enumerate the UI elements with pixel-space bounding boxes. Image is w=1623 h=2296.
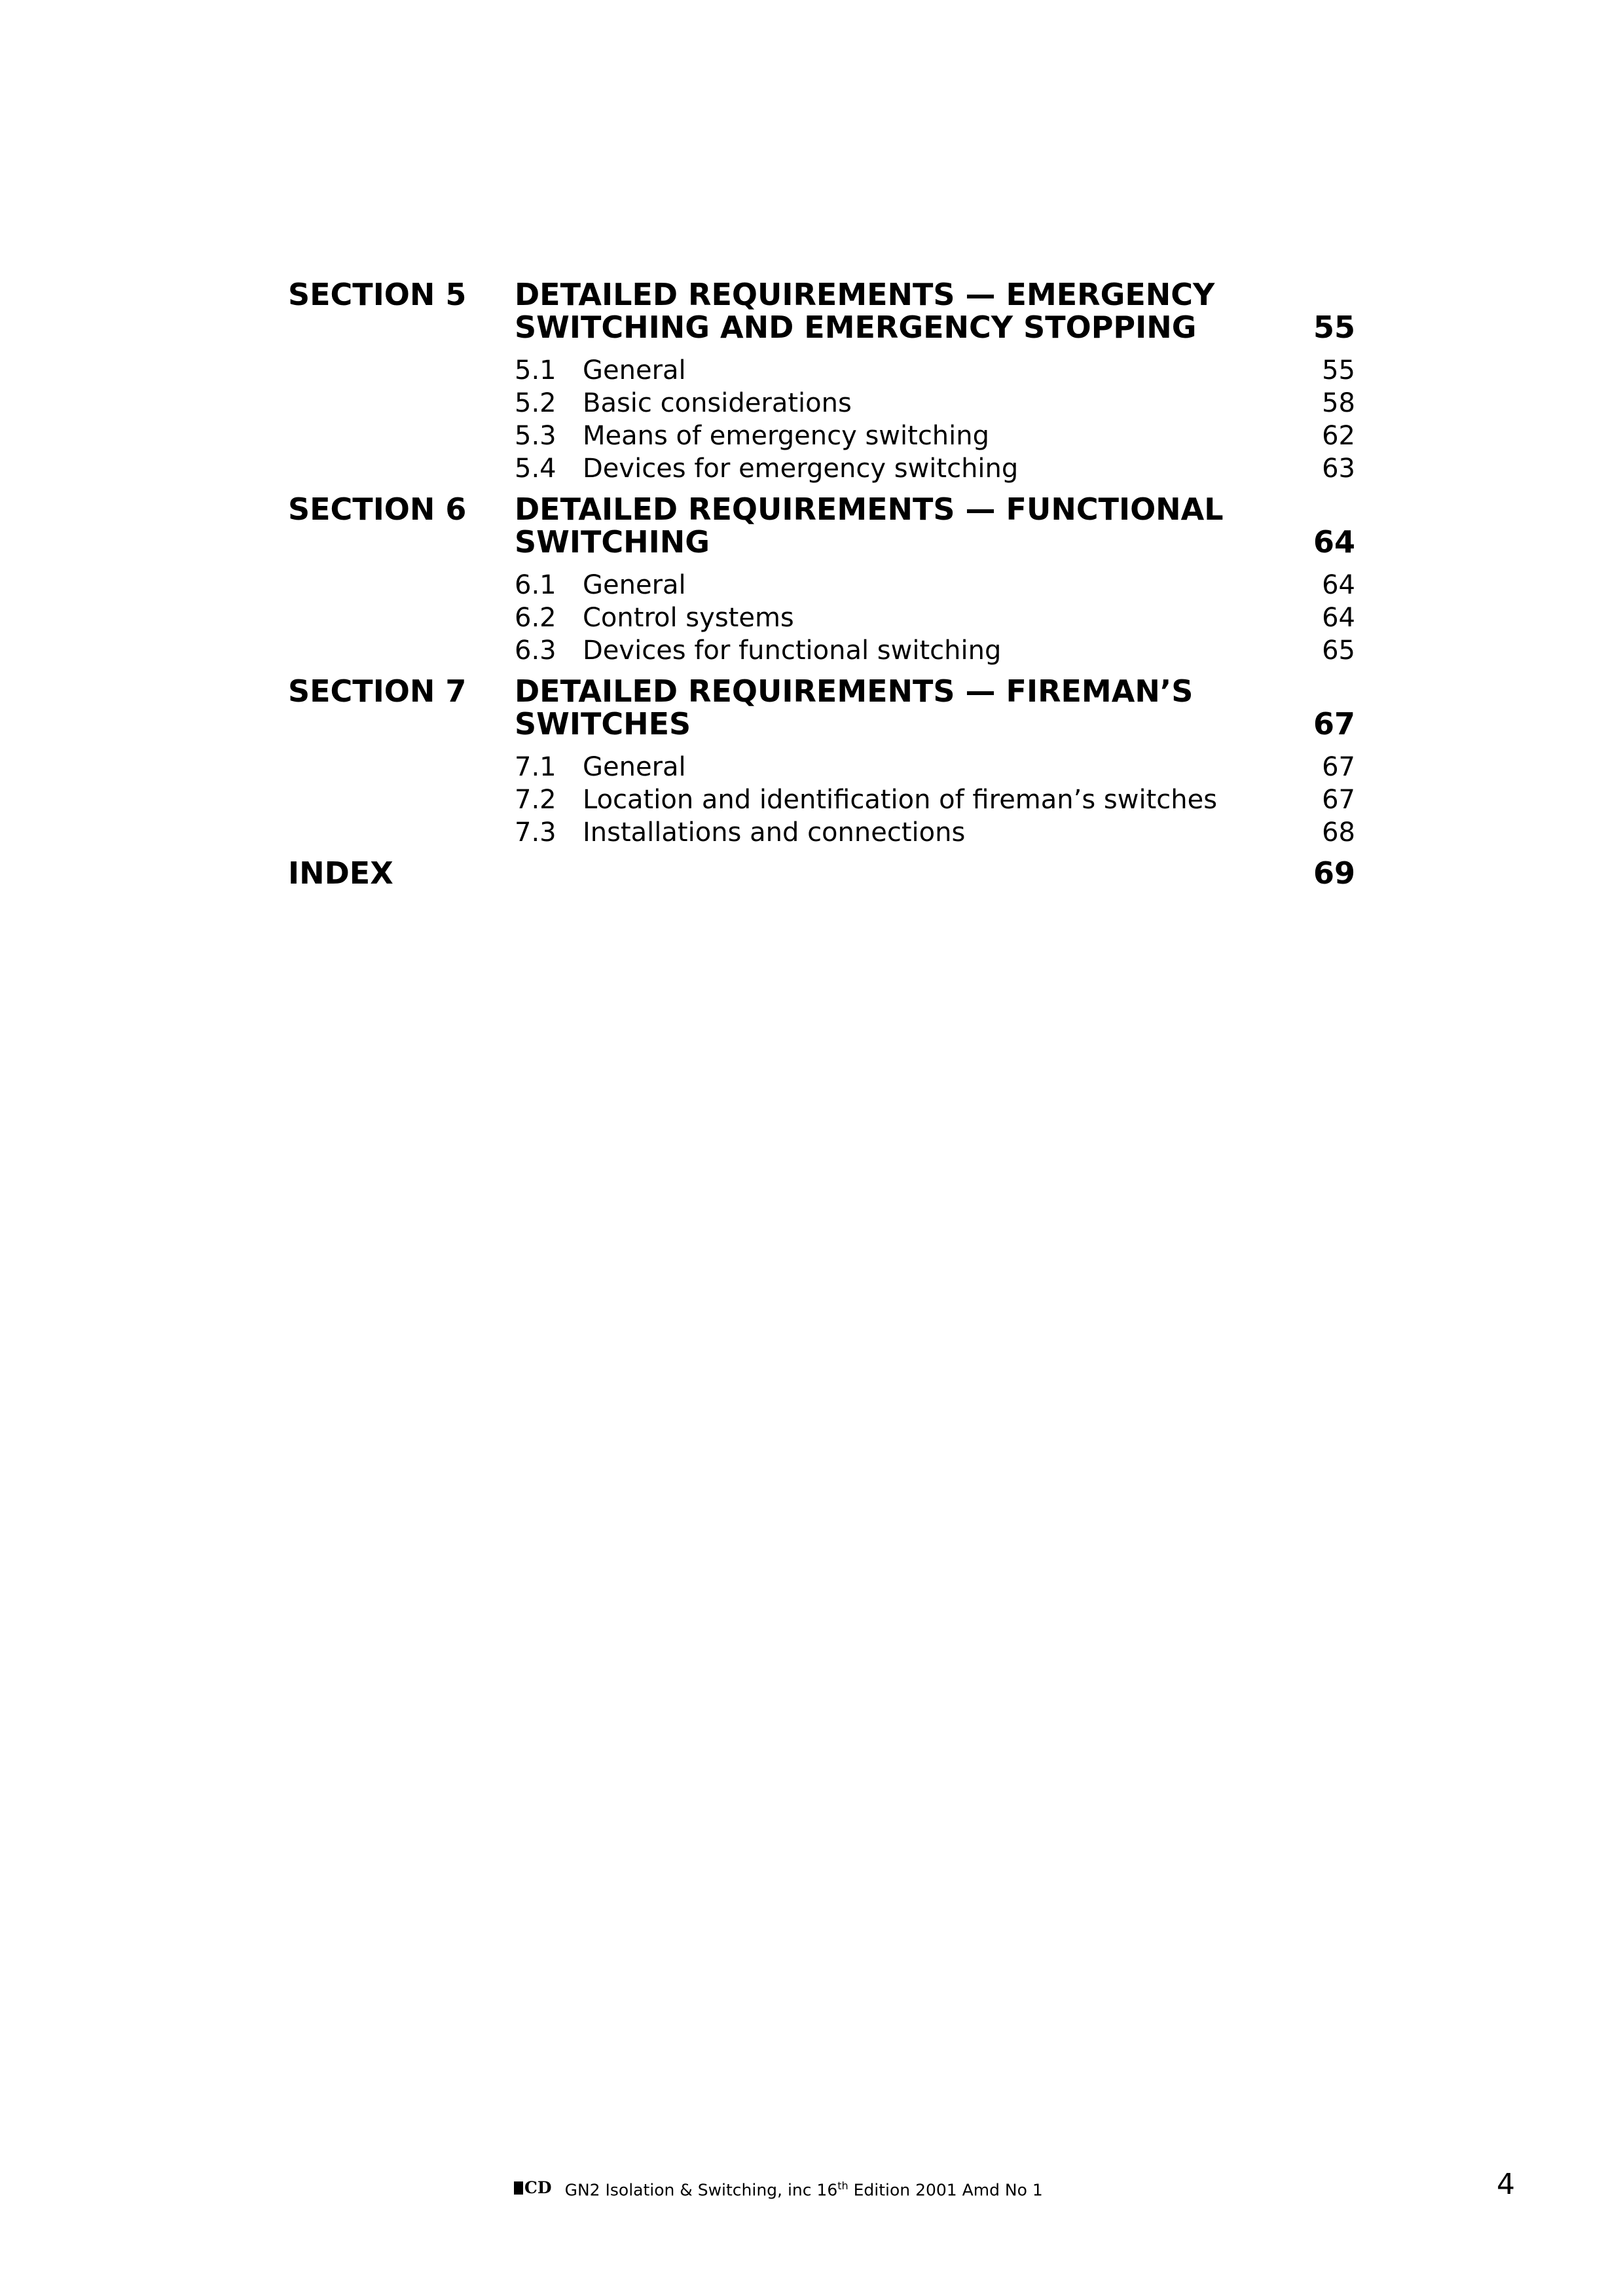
- section-6: [288, 493, 1355, 667]
- section-label: SECTION 7: [288, 673, 467, 709]
- section-heading: [288, 675, 1355, 743]
- section-5: [288, 278, 1355, 485]
- section-label: SECTION 5: [288, 277, 467, 312]
- subsection-number: 6.2: [515, 603, 556, 633]
- subsection-item: [288, 569, 1355, 601]
- logo-text: CD: [524, 2178, 552, 2198]
- section-title-line: SWITCHING: [515, 524, 710, 560]
- subsection-page: 55: [1322, 355, 1355, 386]
- index-label: INDEX: [288, 855, 393, 891]
- subsection-page: 67: [1322, 752, 1355, 782]
- subsection-title: General: [583, 752, 686, 782]
- subsection-item: [288, 601, 1355, 634]
- page-number: 4: [1497, 2168, 1515, 2201]
- subsection-title: Devices for functional switching: [583, 636, 1002, 666]
- footer-text-end: Edition 2001 Amd No 1: [848, 2180, 1043, 2200]
- section-heading: [288, 278, 1355, 346]
- subsection-item: [288, 751, 1355, 783]
- subsection-number: 6.1: [515, 570, 556, 600]
- subsection-list: [288, 354, 1355, 485]
- subsection-number: 7.2: [515, 785, 556, 815]
- subsection-item: [288, 634, 1355, 667]
- section-title-line: SWITCHES: [515, 706, 691, 742]
- subsection-page: 58: [1322, 388, 1355, 418]
- subsection-list: [288, 751, 1355, 849]
- logo-mark-icon: [514, 2181, 523, 2195]
- subsection-page: 62: [1322, 421, 1355, 451]
- section-title-line: SWITCHING AND EMERGENCY STOPPING: [515, 310, 1197, 345]
- section-title-line: DETAILED REQUIREMENTS — FIREMAN’S: [515, 673, 1194, 709]
- index-entry: [288, 857, 1355, 893]
- subsection-page: 67: [1322, 785, 1355, 815]
- footer-superscript: th: [837, 2179, 848, 2192]
- subsection-title: Devices for emergency switching: [583, 454, 1019, 484]
- section-title-line: DETAILED REQUIREMENTS — FUNCTIONAL: [515, 492, 1224, 527]
- table-of-contents: [288, 278, 1355, 893]
- section-page-number: 64: [1313, 524, 1355, 560]
- subsection-item: [288, 387, 1355, 420]
- subsection-page: 63: [1322, 454, 1355, 484]
- subsection-number: 5.1: [515, 355, 556, 386]
- section-page-number: 67: [1313, 706, 1355, 742]
- index-page-number: 69: [1313, 855, 1355, 891]
- subsection-number: 7.3: [515, 817, 556, 848]
- subsection-item: [288, 420, 1355, 452]
- subsection-number: 5.3: [515, 421, 556, 451]
- section-title: [515, 493, 1261, 558]
- subsection-number: 7.1: [515, 752, 556, 782]
- section-title-line: DETAILED REQUIREMENTS — EMERGENCY: [515, 277, 1215, 312]
- publisher-logo: [514, 2175, 552, 2201]
- subsection-title: Installations and connections: [583, 817, 966, 848]
- subsection-item: [288, 452, 1355, 485]
- subsection-page: 64: [1322, 603, 1355, 633]
- subsection-page: 68: [1322, 817, 1355, 848]
- footer-text-start: GN2 Isolation & Switching, inc 16: [564, 2180, 838, 2200]
- page-footer: [514, 2173, 1043, 2203]
- subsection-item: [288, 354, 1355, 387]
- subsection-page: 65: [1322, 636, 1355, 666]
- subsection-list: [288, 569, 1355, 667]
- section-heading: [288, 493, 1355, 561]
- section-title: [515, 675, 1261, 740]
- section-page-number: 55: [1313, 310, 1355, 345]
- subsection-item: [288, 816, 1355, 849]
- subsection-page: 64: [1322, 570, 1355, 600]
- subsection-number: 5.2: [515, 388, 556, 418]
- subsection-title: General: [583, 355, 686, 386]
- subsection-title: Location and identification of fireman’s switches: [583, 785, 1218, 815]
- subsection-number: 5.4: [515, 454, 556, 484]
- section-label: SECTION 6: [288, 492, 467, 527]
- section-7: [288, 675, 1355, 849]
- section-title: [515, 278, 1261, 344]
- footer-text: [565, 2173, 1043, 2203]
- subsection-item: [288, 783, 1355, 816]
- subsection-title: General: [583, 570, 686, 600]
- subsection-title: Basic considerations: [583, 388, 852, 418]
- subsection-title: Control systems: [583, 603, 794, 633]
- subsection-title: Means of emergency switching: [583, 421, 990, 451]
- subsection-number: 6.3: [515, 636, 556, 666]
